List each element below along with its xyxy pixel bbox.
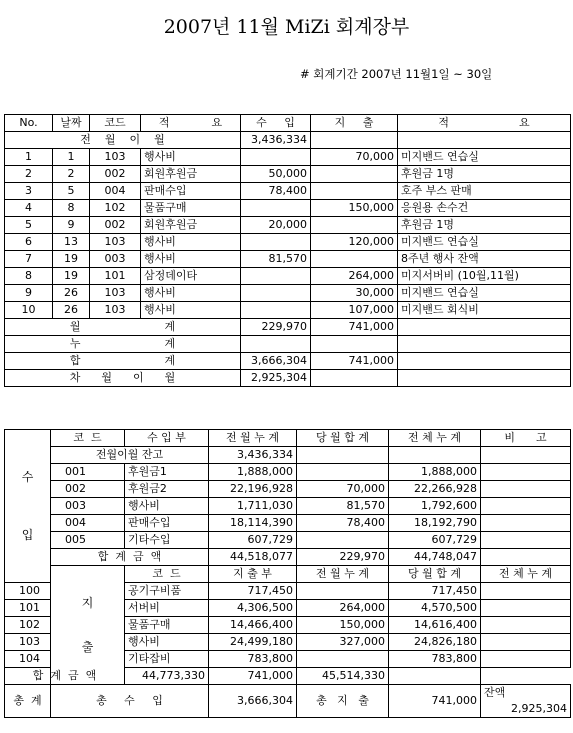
expense-total: 717,450 [389, 583, 481, 600]
sum-expense: 741,000 [311, 353, 398, 370]
row-no: 9 [5, 285, 53, 302]
income-prev-balance-label: 전월이월 잔고 [51, 447, 209, 464]
row-expense [311, 183, 398, 200]
expense-name: 공기구비품 [125, 583, 209, 600]
income-note [481, 498, 571, 515]
row-expense: 107,000 [311, 302, 398, 319]
row-income [241, 285, 311, 302]
income-section-label: 수 입 [5, 430, 51, 583]
income-total-row [5, 549, 571, 566]
month-total-expense: 741,000 [311, 319, 398, 336]
row-expense [311, 251, 398, 268]
income-header-name: 수 입 부 [125, 430, 209, 447]
row-memo: 응원용 손수건 [398, 200, 571, 217]
ledger-row [5, 302, 571, 319]
row-no: 3 [5, 183, 53, 200]
expense-prev: 14,466,400 [209, 617, 297, 634]
income-month: 70,000 [297, 481, 389, 498]
row-no: 5 [5, 217, 53, 234]
row-code: 002 [90, 166, 141, 183]
row-expense: 70,000 [311, 149, 398, 166]
row-memo: 미지밴드 연습실 [398, 234, 571, 251]
income-total: 607,729 [389, 532, 481, 549]
row-date: 5 [53, 183, 90, 200]
month-total-income: 229,970 [241, 319, 311, 336]
row-expense: 150,000 [311, 200, 398, 217]
row-income [241, 268, 311, 285]
row-memo: 후원금 1명 [398, 217, 571, 234]
row-item: 행사비 [141, 285, 241, 302]
grand-expense-label: 총 지 출 [297, 685, 389, 718]
row-date: 2 [53, 166, 90, 183]
row-code: 103 [90, 234, 141, 251]
expense-code: 103 [5, 634, 51, 651]
income-name: 행사비 [125, 498, 209, 515]
income-header-code: 코 드 [51, 430, 125, 447]
income-name: 후원금1 [125, 464, 209, 481]
expense-header-prev: 전 월 누 계 [297, 566, 389, 583]
row-income: 81,570 [241, 251, 311, 268]
ledger-row [5, 268, 571, 285]
row-expense: 264,000 [311, 268, 398, 285]
expense-section-label: 지 출 [51, 566, 125, 685]
grand-total-row [5, 685, 571, 718]
expense-prev: 4,306,500 [209, 600, 297, 617]
expense-name: 행사비 [125, 634, 209, 651]
row-no: 8 [5, 268, 53, 285]
row-date: 1 [53, 149, 90, 166]
month-total-label: 월 계 [5, 319, 241, 336]
ledger-row [5, 234, 571, 251]
grand-balance-cell [481, 685, 571, 718]
ledger-row [5, 200, 571, 217]
expense-month: 150,000 [297, 617, 389, 634]
income-total: 22,266,928 [389, 481, 481, 498]
row-code: 002 [90, 217, 141, 234]
income-month: 81,570 [297, 498, 389, 515]
income-total: 18,192,790 [389, 515, 481, 532]
income-total-total: 44,748,047 [389, 549, 481, 566]
row-item: 삼정데이타 [141, 268, 241, 285]
row-date: 19 [53, 268, 90, 285]
row-expense [311, 217, 398, 234]
income-note [481, 464, 571, 481]
row-memo: 미지밴드 회식비 [398, 302, 571, 319]
header-item: 적 요 [141, 115, 241, 132]
expense-total-month: 741,000 [209, 668, 297, 685]
row-memo: 미지서버비 (10월,11월) [398, 268, 571, 285]
row-no: 1 [5, 149, 53, 166]
row-code: 103 [90, 302, 141, 319]
income-prev: 607,729 [209, 532, 297, 549]
income-prev-balance-row [5, 447, 571, 464]
row-code: 003 [90, 251, 141, 268]
row-date: 9 [53, 217, 90, 234]
expense-note [481, 600, 571, 617]
carry-out-label: 차 월 이 월 [5, 370, 241, 387]
grand-balance-amount: 2,925,304 [511, 702, 567, 715]
row-code: 103 [90, 285, 141, 302]
header-code: 코드 [90, 115, 141, 132]
income-code: 001 [51, 464, 125, 481]
income-total-prev: 44,518,077 [209, 549, 297, 566]
expense-header-code: 코 드 [125, 566, 209, 583]
income-prev: 18,114,390 [209, 515, 297, 532]
row-income: 50,000 [241, 166, 311, 183]
grand-income-label: 총 수 입 [51, 685, 209, 718]
ledger-row [5, 149, 571, 166]
expense-month: 264,000 [297, 600, 389, 617]
row-expense: 30,000 [311, 285, 398, 302]
row-item: 행사비 [141, 234, 241, 251]
income-code: 002 [51, 481, 125, 498]
income-prev: 1,711,030 [209, 498, 297, 515]
page-title: 2007년 11월 MiZi 회계장부 [163, 16, 410, 38]
expense-prev: 717,450 [209, 583, 297, 600]
ledger-header-row [5, 115, 571, 132]
row-memo: 후원금 1명 [398, 166, 571, 183]
expense-total-prev: 44,773,330 [125, 668, 209, 685]
income-name: 판매수입 [125, 515, 209, 532]
row-item: 회원후원금 [141, 166, 241, 183]
income-month [297, 464, 389, 481]
expense-total-total: 45,514,330 [297, 668, 389, 685]
income-total-month: 229,970 [297, 549, 389, 566]
row-no: 7 [5, 251, 53, 268]
row-expense: 120,000 [311, 234, 398, 251]
cumulative-row [5, 336, 571, 353]
row-code: 101 [90, 268, 141, 285]
expense-month [297, 583, 389, 600]
income-header-row [5, 430, 571, 447]
row-memo: 8주년 행사 잔액 [398, 251, 571, 268]
expense-name: 기타잡비 [125, 651, 209, 668]
carry-out-amount: 2,925,304 [241, 370, 311, 387]
income-header-month: 당 월 합 계 [297, 430, 389, 447]
income-month: 78,400 [297, 515, 389, 532]
ledger-row [5, 166, 571, 183]
expense-note [481, 651, 571, 668]
expense-total: 4,570,500 [389, 600, 481, 617]
expense-code: 104 [5, 651, 51, 668]
income-header-total: 전 체 누 계 [389, 430, 481, 447]
expense-total-label: 합 계 금 액 [5, 668, 125, 685]
row-income [241, 200, 311, 217]
row-date: 26 [53, 285, 90, 302]
expense-header-total: 전 체 누 계 [481, 566, 571, 583]
income-name: 후원금2 [125, 481, 209, 498]
expense-total: 783,800 [389, 651, 481, 668]
header-date: 날짜 [53, 115, 90, 132]
row-item: 회원후원금 [141, 217, 241, 234]
income-note [481, 481, 571, 498]
expense-note [481, 634, 571, 651]
cumulative-expense [311, 336, 398, 353]
expense-name: 물품구매 [125, 617, 209, 634]
ledger-table [4, 114, 571, 387]
income-row [5, 498, 571, 515]
row-item: 행사비 [141, 302, 241, 319]
expense-total-row [5, 668, 571, 685]
ledger-row [5, 217, 571, 234]
row-date: 26 [53, 302, 90, 319]
income-prev-balance-amount: 3,436,334 [209, 447, 297, 464]
row-memo: 미지밴드 연습실 [398, 285, 571, 302]
row-no: 10 [5, 302, 53, 319]
expense-code: 101 [5, 600, 51, 617]
grand-expense-amount: 741,000 [389, 685, 481, 718]
accounting-period: # 회계기간 2007년 11월1일 ~ 30일 [300, 67, 493, 81]
row-no: 6 [5, 234, 53, 251]
row-code: 103 [90, 149, 141, 166]
expense-header-month: 당 월 합 계 [389, 566, 481, 583]
expense-header-name: 지 출 부 [209, 566, 297, 583]
row-date: 8 [53, 200, 90, 217]
income-month [297, 532, 389, 549]
expense-month [297, 651, 389, 668]
expense-total: 24,826,180 [389, 634, 481, 651]
income-row [5, 532, 571, 549]
expense-total: 14,616,400 [389, 617, 481, 634]
expense-code: 100 [5, 583, 51, 600]
header-memo: 적 요 [398, 115, 571, 132]
cumulative-income [241, 336, 311, 353]
sum-row [5, 353, 571, 370]
expense-name: 서버비 [125, 600, 209, 617]
expense-prev: 24,499,180 [209, 634, 297, 651]
row-income [241, 234, 311, 251]
income-row [5, 464, 571, 481]
row-item: 행사비 [141, 149, 241, 166]
income-header-note: 비 고 [481, 430, 571, 447]
income-code: 003 [51, 498, 125, 515]
cumulative-label: 누 계 [5, 336, 241, 353]
row-income [241, 302, 311, 319]
ledger-row [5, 183, 571, 200]
grand-income-amount: 3,666,304 [209, 685, 297, 718]
row-date: 13 [53, 234, 90, 251]
header-expense: 지 출 [311, 115, 398, 132]
expense-note [481, 617, 571, 634]
expense-prev: 783,800 [209, 651, 297, 668]
row-no: 2 [5, 166, 53, 183]
carry-in-label: 전 월 이 월 [5, 132, 241, 149]
row-date: 19 [53, 251, 90, 268]
row-item: 물품구매 [141, 200, 241, 217]
ledger-row [5, 251, 571, 268]
row-no: 4 [5, 200, 53, 217]
expense-month: 327,000 [297, 634, 389, 651]
header-income: 수 입 [241, 115, 311, 132]
income-name: 기타수입 [125, 532, 209, 549]
carry-in-amount: 3,436,334 [241, 132, 311, 149]
expense-code: 102 [5, 617, 51, 634]
income-note [481, 515, 571, 532]
income-code: 004 [51, 515, 125, 532]
row-item: 판매수입 [141, 183, 241, 200]
month-total-row [5, 319, 571, 336]
row-code: 004 [90, 183, 141, 200]
income-row [5, 515, 571, 532]
header-no: No. [5, 115, 53, 132]
income-total: 1,888,000 [389, 464, 481, 481]
income-row [5, 481, 571, 498]
grand-total-label: 총 계 [5, 685, 51, 718]
row-code: 102 [90, 200, 141, 217]
carry-out-row [5, 370, 571, 387]
summary-table [4, 429, 571, 718]
income-code: 005 [51, 532, 125, 549]
row-memo: 미지밴드 연습실 [398, 149, 571, 166]
row-expense [311, 166, 398, 183]
sum-label: 합 계 [5, 353, 241, 370]
expense-note [481, 583, 571, 600]
row-income [241, 149, 311, 166]
expense-header-row [5, 566, 571, 583]
ledger-row [5, 285, 571, 302]
row-income: 78,400 [241, 183, 311, 200]
income-header-prev: 전 월 누 계 [209, 430, 297, 447]
carry-in-row [5, 132, 571, 149]
row-item: 행사비 [141, 251, 241, 268]
grand-balance-label: 잔액 [484, 686, 506, 699]
income-note [481, 532, 571, 549]
row-income: 20,000 [241, 217, 311, 234]
income-total: 1,792,600 [389, 498, 481, 515]
sum-income: 3,666,304 [241, 353, 311, 370]
income-total-label: 합 계 금 액 [51, 549, 209, 566]
income-prev: 22,196,928 [209, 481, 297, 498]
row-memo: 호주 부스 판매 [398, 183, 571, 200]
income-prev: 1,888,000 [209, 464, 297, 481]
